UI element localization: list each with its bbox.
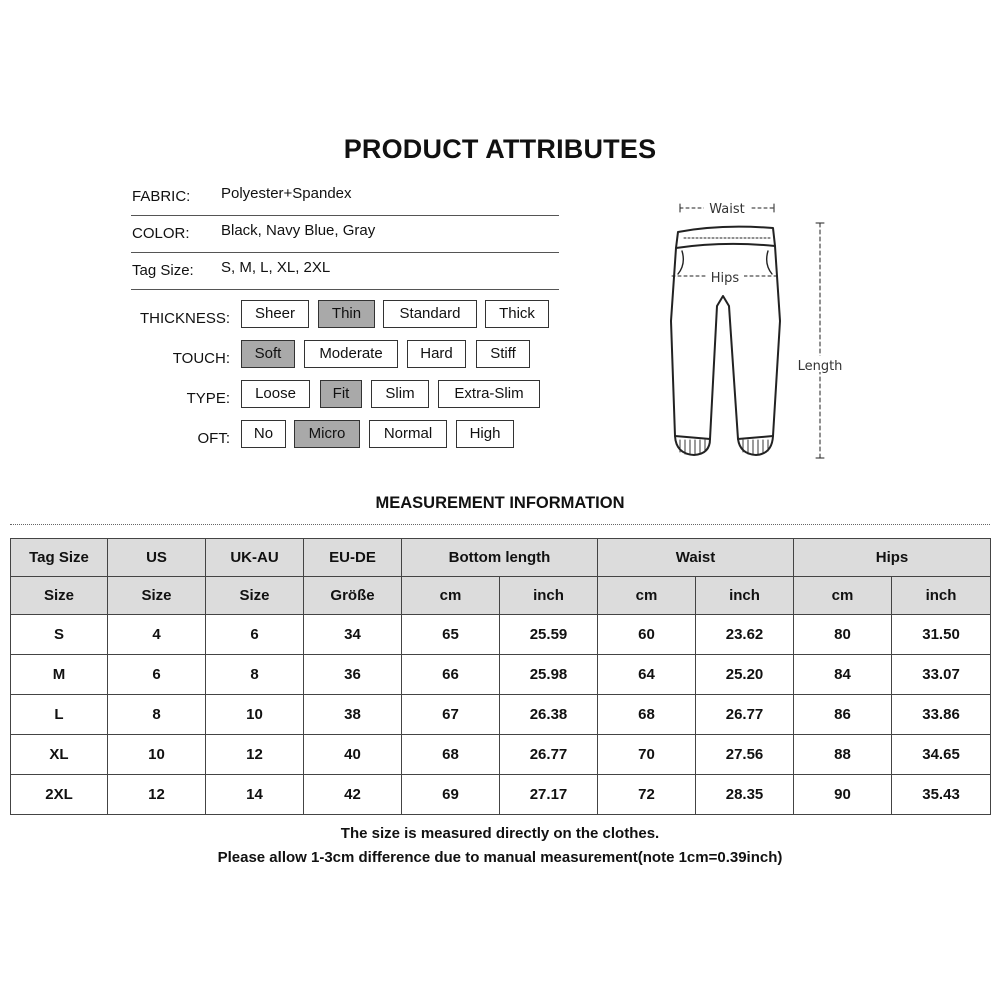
attr-label: TYPE: [186,390,230,407]
subheader-cell: cm [598,577,696,615]
header-cell: Hips [794,539,991,577]
option-thick[interactable]: Thick [485,300,549,328]
table-cell: 72 [598,775,696,815]
table-cell: 60 [598,615,696,655]
table-cell: 69 [402,775,500,815]
header-cell: Waist [598,539,794,577]
info-label: COLOR: [132,225,190,242]
option-normal[interactable]: Normal [369,420,447,448]
table-cell: 38 [304,695,402,735]
table-cell: 6 [206,615,304,655]
table-cell: 31.50 [892,615,991,655]
header-cell: Tag Size [11,539,108,577]
info-row-color [131,215,559,253]
option-micro[interactable]: Micro [294,420,360,448]
option-sheer[interactable]: Sheer [241,300,309,328]
table-cell: 2XL [11,775,108,815]
option-stiff[interactable]: Stiff [476,340,530,368]
table-cell: 26.38 [500,695,598,735]
option-loose[interactable]: Loose [241,380,310,408]
table-cell: 23.62 [696,615,794,655]
table-cell: 4 [108,615,206,655]
table-cell: 12 [206,735,304,775]
table-cell: 86 [794,695,892,735]
table-cell: 66 [402,655,500,695]
table-cell: 10 [108,735,206,775]
table-cell: 64 [598,655,696,695]
dotted-divider [10,524,990,525]
table-cell: 26.77 [500,735,598,775]
table-cell: 34.65 [892,735,991,775]
subheader-cell: cm [402,577,500,615]
size-table [10,538,991,815]
table-cell: 14 [206,775,304,815]
table-cell: 12 [108,775,206,815]
table-row [11,735,991,775]
table-row [11,695,991,735]
subheader-cell: Größe [304,577,402,615]
option-standard[interactable]: Standard [383,300,477,328]
table-cell: 10 [206,695,304,735]
subheader-cell: Size [108,577,206,615]
attr-row-thickness [100,300,620,332]
info-value: S, M, L, XL, 2XL [221,259,331,276]
table-cell: 67 [402,695,500,735]
subheader-cell: inch [696,577,794,615]
note-allowance: Please allow 1-3cm difference due to manual measurement(note 1cm=0.39inch) [217,849,783,866]
info-label: Tag Size: [132,262,194,279]
table-cell: 68 [402,735,500,775]
table-cell: 65 [402,615,500,655]
header-cell: Bottom length [402,539,598,577]
table-cell: L [11,695,108,735]
option-soft[interactable]: Soft [241,340,295,368]
table-cell: 40 [304,735,402,775]
attr-row-touch [100,340,620,372]
attr-row-type [100,380,620,412]
table-cell: 80 [794,615,892,655]
table-row [11,615,991,655]
option-hard[interactable]: Hard [407,340,466,368]
info-value: Black, Navy Blue, Gray [221,222,376,239]
table-cell: 27.17 [500,775,598,815]
option-fit[interactable]: Fit [320,380,362,408]
table-cell: 28.35 [696,775,794,815]
hips-label: Hips [710,271,740,286]
option-high[interactable]: High [456,420,514,448]
table-cell: 25.98 [500,655,598,695]
table-cell: 90 [794,775,892,815]
waist-label: Waist [709,202,745,217]
page-title: PRODUCT ATTRIBUTES [343,134,657,164]
table-cell: 25.59 [500,615,598,655]
table-cell: 36 [304,655,402,695]
table-cell: XL [11,735,108,775]
option-no[interactable]: No [241,420,286,448]
length-label: Length [797,359,843,374]
subheader-cell: inch [500,577,598,615]
option-moderate[interactable]: Moderate [304,340,398,368]
table-cell: 68 [598,695,696,735]
table-cell: 27.56 [696,735,794,775]
table-cell: 33.86 [892,695,991,735]
waistband-shape [676,227,775,248]
table-cell: 42 [304,775,402,815]
measurement-title: MEASUREMENT INFORMATION [375,494,625,512]
attr-row-oft [100,420,620,452]
table-subheader-row [11,577,991,615]
table-cell: 84 [794,655,892,695]
subheader-cell: inch [892,577,991,615]
info-value: Polyester+Spandex [221,185,352,202]
table-cell: S [11,615,108,655]
attr-label: THICKNESS: [139,310,230,327]
info-row-fabric [131,178,559,216]
note-measured: The size is measured directly on the clothes. [340,825,660,842]
table-cell: M [11,655,108,695]
table-row [11,775,991,815]
table-cell: 8 [206,655,304,695]
header-cell: UK-AU [206,539,304,577]
table-row [11,655,991,695]
table-cell: 6 [108,655,206,695]
subheader-cell: Size [206,577,304,615]
option-slim[interactable]: Slim [371,380,429,408]
option-thin[interactable]: Thin [318,300,375,328]
header-cell: US [108,539,206,577]
table-cell: 33.07 [892,655,991,695]
table-cell: 70 [598,735,696,775]
table-cell: 35.43 [892,775,991,815]
subheader-cell: Size [11,577,108,615]
header-cell: EU-DE [304,539,402,577]
table-header-row [11,539,991,577]
table-cell: 88 [794,735,892,775]
option-extra-slim[interactable]: Extra-Slim [438,380,540,408]
subheader-cell: cm [794,577,892,615]
table-cell: 26.77 [696,695,794,735]
attr-label: TOUCH: [172,350,230,367]
table-cell: 34 [304,615,402,655]
attr-label: OFT: [197,430,230,447]
info-row-tag-size [131,252,559,290]
pants-diagram [660,196,860,466]
info-label: FABRIC: [132,188,191,205]
table-cell: 25.20 [696,655,794,695]
table-cell: 8 [108,695,206,735]
